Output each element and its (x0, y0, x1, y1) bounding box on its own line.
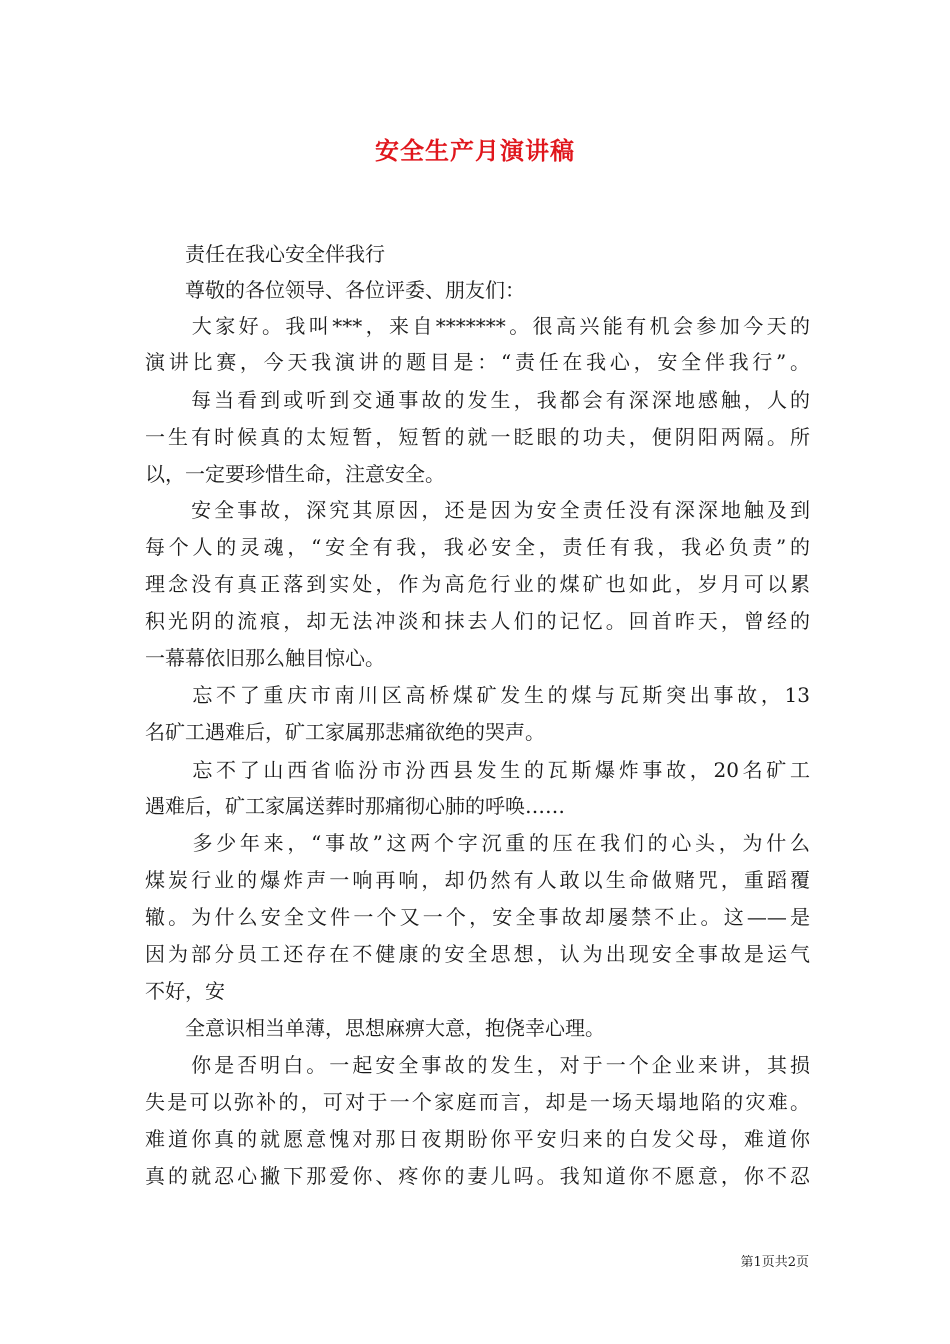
text-line: 尊敬的各位领导、各位评委、朋友们： (145, 278, 525, 302)
text-line: 全意识相当单薄，思想麻痹大意，抱侥幸心理。 (145, 1016, 605, 1040)
text-line: 以，一定要珍惜生命，注意安全。 (145, 462, 445, 486)
text-line: 多少年来，“事故”这两个字沉重的压在我们的心头，为什么 (145, 831, 810, 855)
text-line: 失是可以弥补的，可对于一个家庭而言，却是一场天塌地陷的灾难。 (145, 1090, 810, 1114)
text-line: 忘不了重庆市南川区高桥煤矿发生的煤与瓦斯突出事故，13 (145, 683, 810, 707)
text-line: 理念没有真正落到实处，作为高危行业的煤矿也如此，岁月可以累 (145, 572, 810, 596)
text-line: 因为部分员工还存在不健康的安全思想，认为出现安全事故是运气 (145, 942, 810, 966)
text-line: 煤炭行业的爆炸声一响再响，却仍然有人敢以生命做赌咒，重蹈覆 (145, 868, 810, 892)
text-line: 忘不了山西省临汾市汾西县发生的瓦斯爆炸事故，20名矿工 (145, 758, 810, 782)
text-line: 难道你真的就愿意愧对那日夜期盼你平安归来的白发父母，难道你 (145, 1127, 810, 1151)
text-line: 积光阴的流痕，却无法冲淡和抹去人们的记忆。回首昨天，曾经的 (145, 609, 810, 633)
text-line: 遇难后，矿工家属送葬时那痛彻心肺的呼唤…… (145, 794, 565, 818)
text-line: 责任在我心安全伴我行 (145, 242, 385, 266)
text-line: 真的就忍心撇下那爱你、疼你的妻儿吗。我知道你不愿意，你不忍 (145, 1164, 810, 1188)
text-line: 每个人的灵魂，“安全有我，我必安全，责任有我，我必负责”的 (145, 535, 810, 559)
text-line: 一生有时候真的太短暂，短暂的就一眨眼的功夫，便阴阳两隔。所 (145, 425, 810, 449)
text-line: 辙。为什么安全文件一个又一个，安全事故却屡禁不止。这——是 (145, 905, 810, 929)
text-line: 大家好。我叫***，来自*******。很高兴能有机会参加今天的 (145, 314, 810, 338)
page-number: 第1页共2页 (740, 1255, 809, 1270)
text-line: 每当看到或听到交通事故的发生，我都会有深深地感触，人的 (145, 388, 810, 412)
text-line: 演讲比赛，今天我演讲的题目是：“责任在我心，安全伴我行”。 (145, 350, 810, 374)
page-title: 安全生产月演讲稿 (375, 136, 575, 165)
text-line: 你是否明白。一起安全事故的发生，对于一个企业来讲，其损 (145, 1053, 810, 1077)
text-line: 安全事故，深究其原因，还是因为安全责任没有深深地触及到 (145, 498, 810, 522)
text-line: 名矿工遇难后，矿工家属那悲痛欲绝的哭声。 (145, 720, 545, 744)
text-line: 一幕幕依旧那么触目惊心。 (145, 646, 385, 670)
text-line: 不好，安 (145, 979, 225, 1003)
